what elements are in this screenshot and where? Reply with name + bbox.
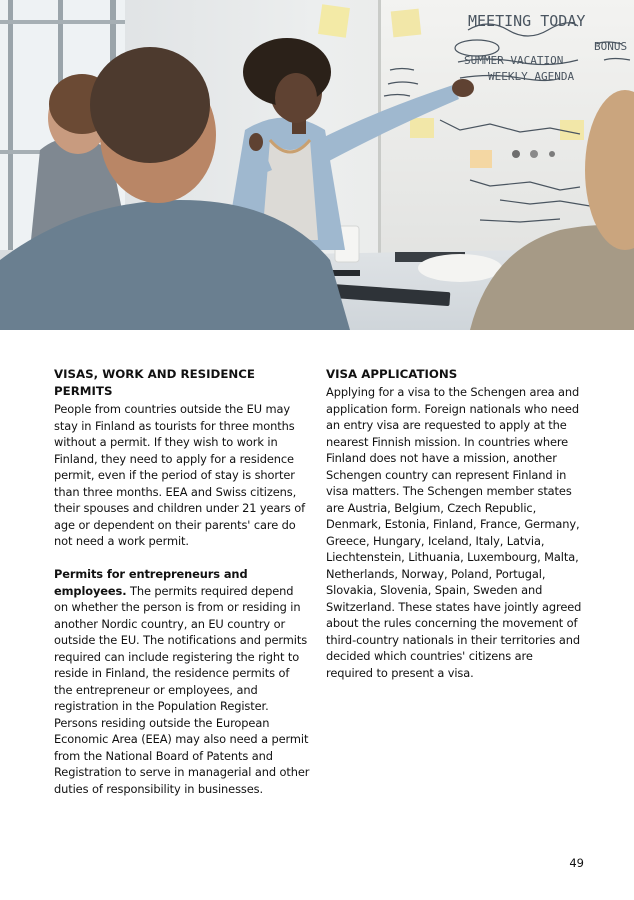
left-column	[54, 366, 310, 797]
svg-text:BONUS: BONUS	[594, 40, 628, 53]
page-number: 49	[569, 856, 584, 870]
svg-text:MEETING TODAY: MEETING TODAY	[468, 12, 586, 30]
svg-text:WEEKLY AGENDA: WEEKLY AGENDA	[488, 70, 575, 83]
right-column	[326, 366, 582, 681]
meeting-photo-illustration	[0, 0, 634, 330]
paragraph-visa-applications: Applying for a visa to the Schengen area and application form. Foreign nationals who need an entry visa are requested to apply at the nearest Finnish mission. In countries where Finland does not have a mission, another Schengen country can represent Finland in visa matters. The Schengen member states are Austria, Belgium, Czech Republic, Denmark, Estonia, Finland, France, Germany, Greece, Hungary, Iceland, Italy, Latvia, Liechtenstein, Lithuania, Luxembourg, Malta, Netherlands, Norway, Poland, Portugal, Slovakia, Slovenia, Spain, Sweden and Switzerland. These states have jointly agreed about the rules concerning the movement of third-country nationals in their territories and decided which countries' citizens are required to present a visa.	[326, 385, 582, 680]
paragraph-lead: Permits for entrepreneurs and employees.	[54, 567, 248, 598]
paragraph-eu-tourists: People from countries outside the EU may stay in Finland as tourists for three months without a permit. If they wish to work in Finland, they need to apply for a residence permit, even if the period of stay is shorter than three months. EEA and Swiss citizens, their spouses and children under 21 years of age or dependent on their parents' care do not need a work permit.	[54, 402, 306, 548]
header-photo	[0, 0, 634, 330]
section-heading-visas-work-residence: VISAS, WORK AND RESIDENCE PERMITS	[54, 367, 255, 398]
paragraph-body: The permits required depend on whether the person is from or residing in another Nordic country, an EU country or outside the EU. The notifications and permits required can include registering the right to reside in Finland, the residence permits of the entrepreneur or employees, and registration in the Population Register. Persons residing outside the European Economic Area (EEA) may also need a permit from the National Board of Patents and Registration to serve in managerial and other duties of responsibility in businesses.	[54, 583, 310, 796]
paragraph-entrepreneur-permits	[54, 566, 310, 797]
svg-text:SUMMER VACATION: SUMMER VACATION	[464, 54, 564, 67]
section-heading-visa-applications: VISA APPLICATIONS	[326, 367, 458, 381]
